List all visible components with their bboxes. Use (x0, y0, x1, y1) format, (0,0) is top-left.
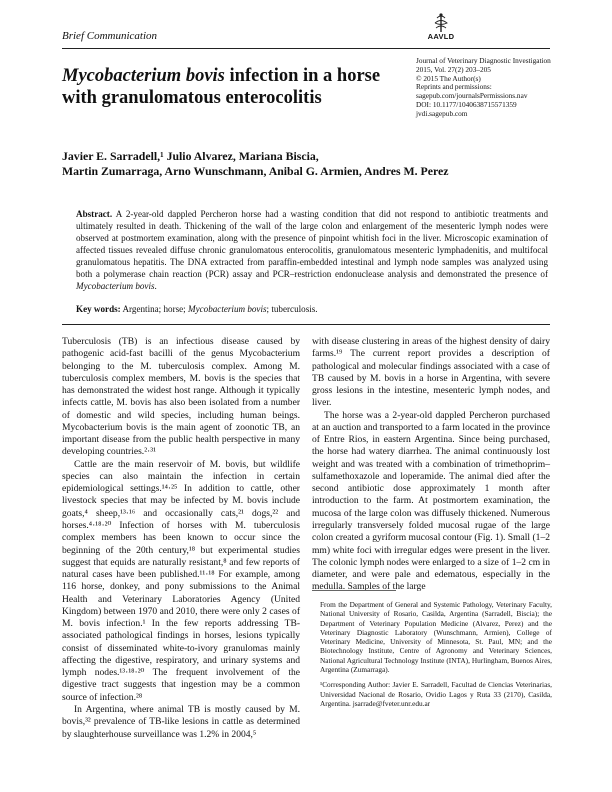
journal-name: Journal of Veterinary Diagnostic Investigation (416, 56, 551, 65)
footnotes (320, 600, 552, 714)
journal-doi[interactable]: DOI: 10.1177/1040638715571359 (416, 99, 517, 109)
section-label: Brief Communication (62, 30, 158, 42)
journal-volume: 2015, Vol. 27(2) 203–205 (416, 64, 491, 74)
body-column-right (312, 336, 550, 594)
paragraph-argentina: In Argentina, where animal TB is mostly caused by M. bovis,³² prevalence of TB-like lesions in cattle as determined by slaughterhouse surveillance was 1.2% in 2004,⁵ (62, 703, 300, 740)
header-rule (62, 48, 550, 49)
footnote-rule (312, 590, 396, 591)
logo-text: AAVLD (427, 32, 455, 41)
journal-copyright: © 2015 The Author(s) (416, 73, 481, 83)
keywords-text: Argentina; horse; (120, 304, 188, 314)
title-organism: Mycobacterium bovis (62, 66, 225, 86)
corresponding-author-note: ¹Corresponding Author: Javier E. Sarradell, Facultad de Ciencias Veterinarias, Universidad Nacional de Rosario, Ovidio Lagos y Ruta 33 (2170), Casilda, Argentina. jsarrade@fveter.unr.edu.ar (320, 680, 552, 708)
authors-line-2: Martin Zumarraga, Arno Wunschmann, Anibal G. Armien, Andres M. Perez (62, 164, 449, 178)
abstract (62, 208, 548, 292)
abstract-rule (62, 324, 550, 325)
paragraph-intro: Tuberculosis (TB) is an infectious disease caused by pathogenic acid-fast bacilli of the genus Mycobacterium belonging to the M. tuberculosis complex. Among M. tuberculosis complex members, M. bovis is the species that has demonstrated the widest host range. Although it typically infects cattle, M. bovis has also been isolated from a number of domestic and wild species, including human beings. Mycobacterium bovis is the main agent of zoonotic TB, an important disease from the public health perspective in many developing countries.²·³¹ (62, 336, 300, 458)
journal-meta (416, 57, 566, 119)
article-title (62, 65, 407, 109)
abstract-label: Abstract. (76, 209, 113, 219)
abstract-text: A 2-year-old dappled Percheron horse had a wasting condition that did not respond to antibiotic treatments and ultimately resulted in death. Thickening of the wall of the large colon and enlargement of the mesenteric lymph nodes were observed at postmortem examination, along with the presence of pinpoint whitish foci in the liver. Microscopic examination of affected tissues revealed diffuse chronic granulomatous enterocolitis, granulomatous mesenteric lymphadenitis, and multifocal granulomatous hepatitis. The DNA extracted from paraffin-embedded intestinal and lymph node samples was analyzed using both a polymerase chain reaction (PCR) assay and PCR–restriction endonuclease analysis and demonstrated the presence of (76, 209, 548, 280)
abstract-end: . (154, 281, 157, 292)
paragraph-report: with disease clustering in areas of the highest density of dairy farms.¹⁹ The current report provides a description of pathological and molecular findings associated with a case of TB caused by M. bovis in a horse in Argentina, with severe gross lesions in the intestine, mesenteric lymph nodes, and liver. (312, 336, 550, 409)
affiliations-note: From the Department of General and Systemic Pathology, Veterinary Faculty, National University of Rosario, Casilda, Argentina (Sarradell, Biscia); the Department of Veterinary Population Medicine (Alvarez, Perez) and the Veterinary Diagnostic Laboratory (Wunschmann, Armien), College of Veterinary Medicine, University of Minnesota, St. Paul, MN; and the Biotechnology Institute, Centre of Agronomy and Veterinary Sciences, National Agricultural Technology Institute (INTA), Hurlingham, Buenos Aires, Argentina (Zumarraga). (320, 600, 552, 675)
keywords-organism: Mycobacterium bovis (188, 304, 267, 314)
author-list (62, 149, 552, 179)
authors-line-1: Javier E. Sarradell,¹ Julio Alvarez, Mariana Biscia, (62, 149, 319, 163)
title-rest: infection in a horse with granulomatous enterocolitis (62, 66, 381, 108)
paragraph-reservoir: Cattle are the main reservoir of M. bovis, but wildlife species can also maintain the infection in certain epidemiological settings.¹⁴·²⁵ In addition to cattle, other livestock species that may be infected by M. bovis include goats,⁴ sheep,¹³·¹⁶ and occasionally cats,²¹ dogs,²² and horses.⁴·¹⁸·²⁰ Infection of horses with M. tuberculosis complex members has been known to occur since the beginning of the 20th century,¹⁸ but experimental studies suggest that equids are naturally resistant,⁸ and few reports of natural cases have been published.¹¹·¹⁸ For example, among 116 horse, donkey, and pony submissions to the Animal Health and Veterinary Laboratories Agency (United Kingdom) between 1970 and 2010, there were only 2 cases of M. bovis infection.¹ In the few reports addressing TB-associated pathological findings in horses, lesions typically consist of disseminated white-to-ivory granulomas mainly affecting the digestive, respiratory, and urinary systems and lymph nodes.¹³·¹⁸·²⁰ The frequent involvement of the digestive tract suggests that ingestion may be a common source of infection.²⁸ (62, 458, 300, 703)
logo-emblem-icon (418, 12, 464, 34)
journal-reprints: Reprints and permissions: (416, 82, 492, 92)
journal-reprints-url[interactable]: sagepub.com/journalsPermissions.nav (416, 91, 528, 101)
keywords-label: Key words: (76, 304, 121, 314)
journal-site[interactable]: jvdi.sagepub.com (416, 108, 468, 118)
keywords (76, 304, 546, 314)
body-column-left (62, 336, 300, 741)
keywords-end: ; tuberculosis. (266, 304, 318, 314)
paragraph-case: The horse was a 2-year-old dappled Percheron purchased at an auction and transported to a farm located in the province of Entre Rios, in eastern Argentina. Since being purchased, the horse had watery diarrhea. The animal continuously lost weight and was treated with a combination of trimethoprim–sulfamethoxazole and loperamide. The animal died after the second antibiotic dose approximately 1 month after introduction to the farm. At postmortem examination, the mucosa of the large colon was diffusely thickened. Numerous irregularly transversely folded mucosal rugae of the large colon created a gyriform mucosal contour (Fig. 1). Small (1–2 mm) white foci with irregular edges were present in the liver. The colonic lymph nodes were enlarged to a size of 1–2 cm in diameter, and were pale and edematous, especially in the medulla. Samples of the large (312, 409, 550, 593)
journal-logo (418, 12, 464, 48)
abstract-organism: Mycobacterium bovis (76, 281, 155, 292)
